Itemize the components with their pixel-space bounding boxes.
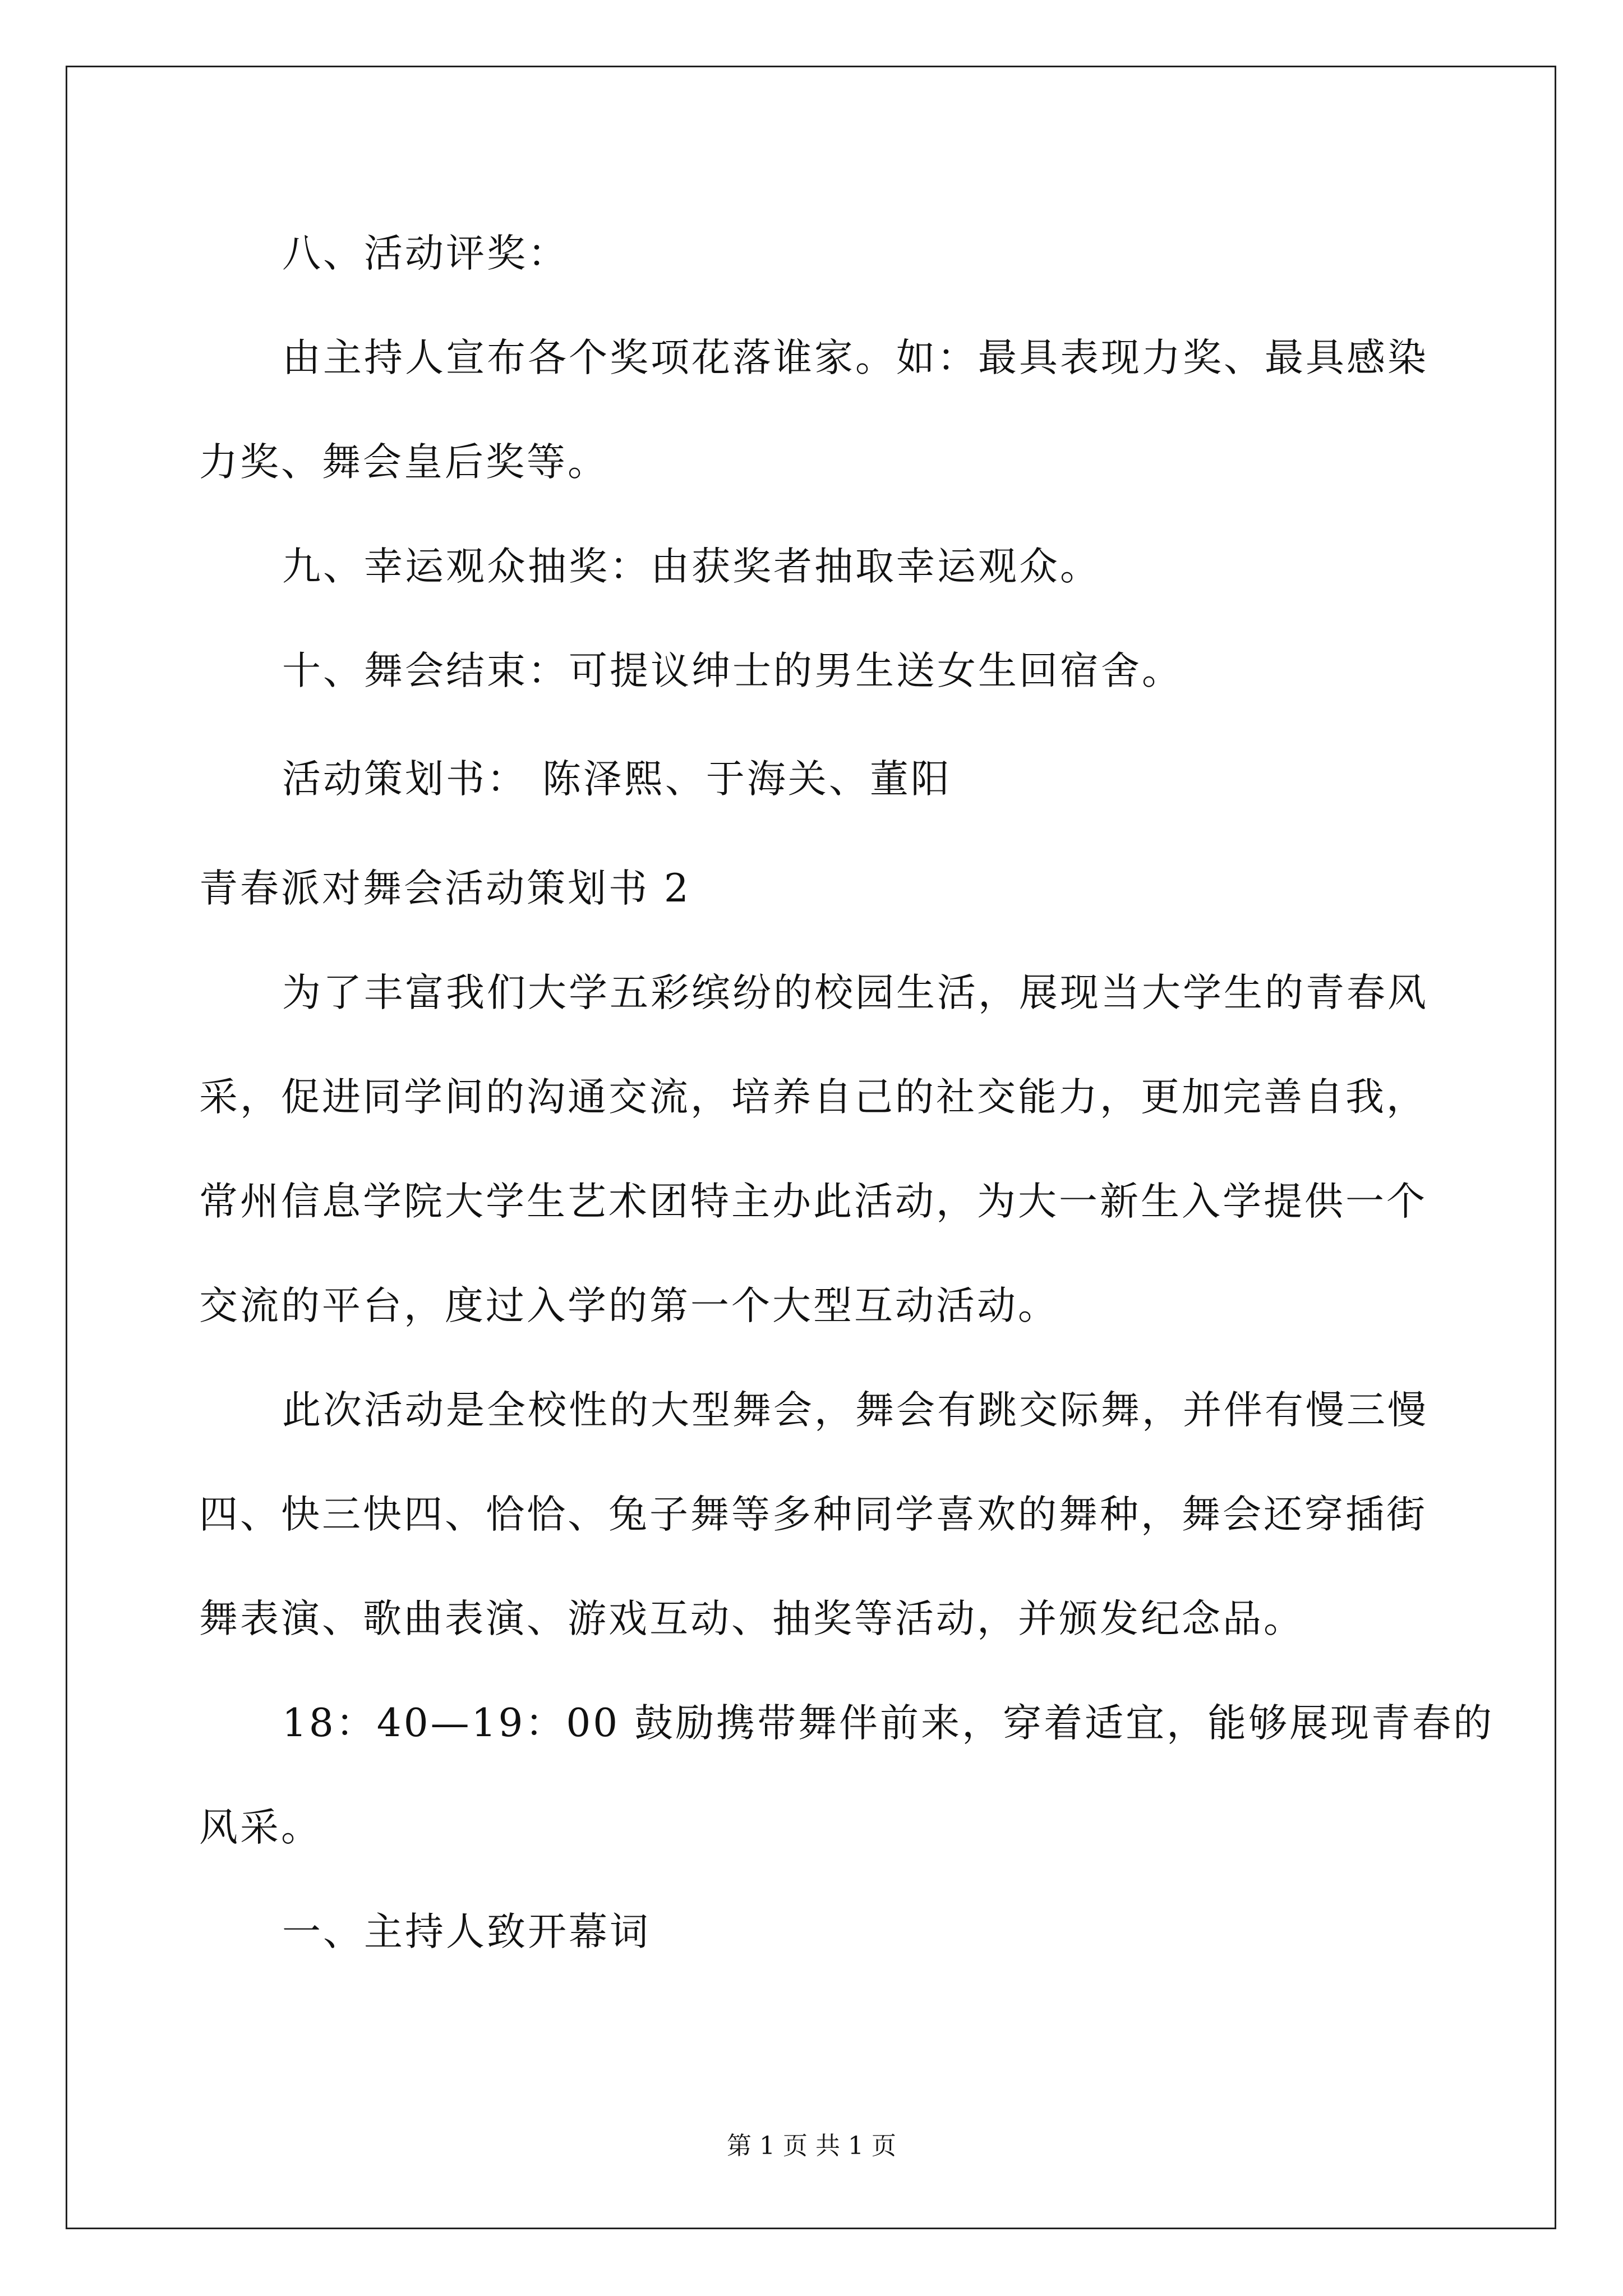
paragraph-line: 交流的平台，度过入学的第一个大型互动活动。	[199, 1283, 1059, 1328]
paragraph-line: 常州信息学院大学生艺术团特主办此活动，为大一新生入学提供一个	[199, 1179, 1427, 1224]
paragraph-line: 四、快三快四、恰恰、兔子舞等多种同学喜欢的舞种，舞会还穿插街	[199, 1492, 1427, 1537]
section-heading-dance-end: 十、舞会结束：可提议绅士的男生送女生回宿舍。	[282, 648, 1183, 693]
paragraph-line: 舞表演、歌曲表演、游戏互动、抽奖等活动，并颁发纪念品。	[199, 1596, 1304, 1641]
section-heading-lucky-draw: 九、幸运观众抽奖：由获奖者抽取幸运观众。	[282, 544, 1101, 589]
page-border	[66, 66, 1556, 2229]
paragraph-line: 由主持人宣布各个奖项花落谁家。如：最具表现力奖、最具感染	[282, 335, 1428, 380]
page-footer: 第 1 页 共 1 页	[727, 2132, 896, 2160]
document-title: 青春派对舞会活动策划书 2	[199, 866, 691, 911]
paragraph-line: 采，促进同学间的沟通交流，培养自己的社交能力，更加完善自我，	[199, 1075, 1427, 1120]
paragraph-line: 为了丰富我们大学五彩缤纷的校园生活，展现当大学生的青春风	[282, 970, 1428, 1015]
planners-line: 活动策划书： 陈泽熙、于海关、董阳	[282, 757, 952, 802]
schedule-line: 18：40—19：00 鼓励携带舞伴前来，穿着适宜，能够展现青春的	[282, 1701, 1495, 1746]
section-heading-awards: 八、活动评奖：	[282, 231, 569, 276]
section-heading-opening: 一、主持人致开幕词	[282, 1910, 651, 1954]
paragraph-line: 此次活动是全校性的大型舞会，舞会有跳交际舞，并伴有慢三慢	[282, 1388, 1428, 1433]
paragraph-line: 力奖、舞会皇后奖等。	[199, 440, 608, 485]
paragraph-line: 风采。	[199, 1805, 322, 1850]
